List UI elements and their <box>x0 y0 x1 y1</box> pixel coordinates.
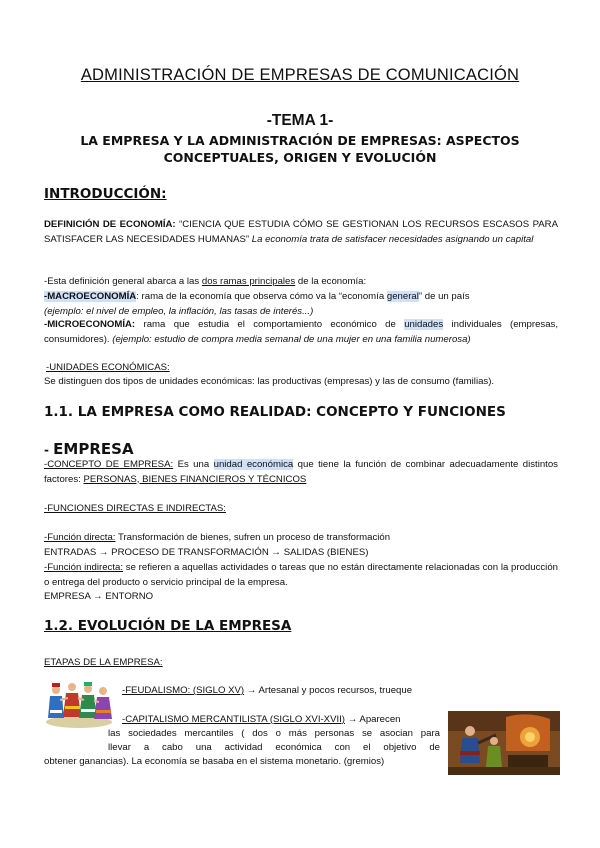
direct-label: -Función directa: <box>44 532 116 543</box>
stages-heading: ETAPAS DE LA EMPRESA: <box>44 657 163 668</box>
concept-highlight: unidad económica <box>213 459 294 470</box>
topic-number: -TEMA 1- <box>266 112 334 129</box>
macro-example: (ejemplo: el nivel de empleo, la inflación, las tasas de interés...) <box>44 305 314 317</box>
capitalism-line-2: las sociedades mercantiles ( dos o más personas se asocian para <box>108 728 440 739</box>
medieval-workshop-illustration <box>448 711 560 775</box>
definition-note: La economía trata de satisfacer necesidades asignando un capital <box>251 233 534 245</box>
macro-label: -MACROECONOMÍA <box>44 291 137 302</box>
section-1-1-heading: 1.1. LA EMPRESA COMO REALIDAD: CONCEPTO Y FUNCIONES <box>44 404 506 420</box>
capitalism-line-4: obtener ganancias). La economía se basaba en el sistema monetario. (gremios) <box>44 756 385 767</box>
feudalism-text: → Artesanal y pocos recursos, trueque <box>246 685 413 696</box>
indirect-function <box>44 561 558 590</box>
empresa-dash: - <box>44 443 54 457</box>
capitalism-stage <box>122 713 440 728</box>
company-concept <box>44 458 558 487</box>
micro-highlight: unidades <box>404 319 444 330</box>
branches-intro <box>44 275 558 290</box>
functions-heading: -FUNCIONES DIRECTAS E INDIRECTAS: <box>44 503 226 514</box>
capitalism-label: -CAPITALISMO MERCANTILISTA (SIGLO XVI-XVII) <box>122 714 346 725</box>
macro-text: : rama de la economía que observa cómo va la “economía <box>136 291 385 302</box>
concept-factors: PERSONAS, BIENES FINANCIEROS Y TÉCNICOS <box>83 473 307 485</box>
feudalism-label: -FEUDALISMO: (SIGLO XV) <box>122 685 245 696</box>
empresa-heading <box>44 440 134 458</box>
empresa-heading-text: EMPRESA <box>53 440 134 458</box>
macro-highlight: general <box>386 291 419 302</box>
section-1-2-heading: 1.2. EVOLUCIÓN DE LA EMPRESA <box>44 618 292 634</box>
document-title: ADMINISTRACIÓN DE EMPRESAS DE COMUNICACIÓN <box>80 66 520 84</box>
feudalism-stage <box>122 684 558 699</box>
capitalism-text-1: → Aparecen <box>347 714 401 725</box>
direct-text: Transformación de bienes, sufren un proceso de transformación <box>117 532 391 543</box>
economic-units-text: Se distinguen dos tipos de unidades económicas: las productivas (empresas) y las de consumo (familias). <box>44 376 495 387</box>
branches-text-end: de la economía: <box>297 276 367 287</box>
economic-units-heading: -UNIDADES ECONÓMICAS: <box>46 362 170 373</box>
concept-text: Es una <box>177 459 210 470</box>
microeconomy-paragraph <box>44 318 558 347</box>
macro-text-end: ” de un país <box>418 291 470 302</box>
economy-definition <box>44 218 558 247</box>
intro-heading: INTRODUCCIÓN: <box>44 186 167 202</box>
definition-label: DEFINICIÓN DE ECONOMÍA: <box>44 219 176 230</box>
micro-example: (ejemplo: estudio de compra media semanal de una mujer en una familia numerosa) <box>112 333 471 345</box>
branches-underlined: dos ramas principales <box>201 276 296 287</box>
concept-label: -CONCEPTO DE EMPRESA: <box>44 459 174 470</box>
concept-text-end: que tiene la función de combinar adecuadamente distintos factores: <box>44 459 558 485</box>
macroeconomy-paragraph <box>44 290 558 319</box>
peasants-dancing-illustration <box>44 676 114 730</box>
micro-label: -MICROECONOMÍA: <box>44 319 136 330</box>
micro-text: rama que estudia el comportamiento económico de <box>143 319 396 330</box>
definition-quote: “CIENCIA QUE ESTUDIA CÓMO SE GESTIONAN LOS RECURSOS ESCASOS PARA SATISFACER LAS NECESIDADES HUMANAS” <box>44 219 558 245</box>
micro-text-end: individuales (empresas, consumidores). <box>44 319 559 345</box>
indirect-flow: EMPRESA → ENTORNO <box>44 591 154 602</box>
indirect-text: se refieren a aquellas actividades o tareas que no están directamente relacionadas con la producción o entrega del producto o servicio principal de la empresa. <box>44 562 558 588</box>
capitalism-line-3: llevar a cabo una actividad económica con el objetivo de <box>108 742 440 753</box>
direct-flow: ENTRADAS → PROCESO DE TRANSFORMACIÓN → SALIDAS (BIENES) <box>44 547 369 558</box>
direct-function <box>44 531 558 546</box>
topic-subtitle: LA EMPRESA Y LA ADMINISTRACIÓN DE EMPRESAS: ASPECTOS CONCEPTUALES, ORIGEN Y EVOLUCIÓN <box>80 133 520 165</box>
branches-text: -Esta definición general abarca a las <box>44 276 200 287</box>
indirect-label: -Función indirecta: <box>44 562 124 573</box>
